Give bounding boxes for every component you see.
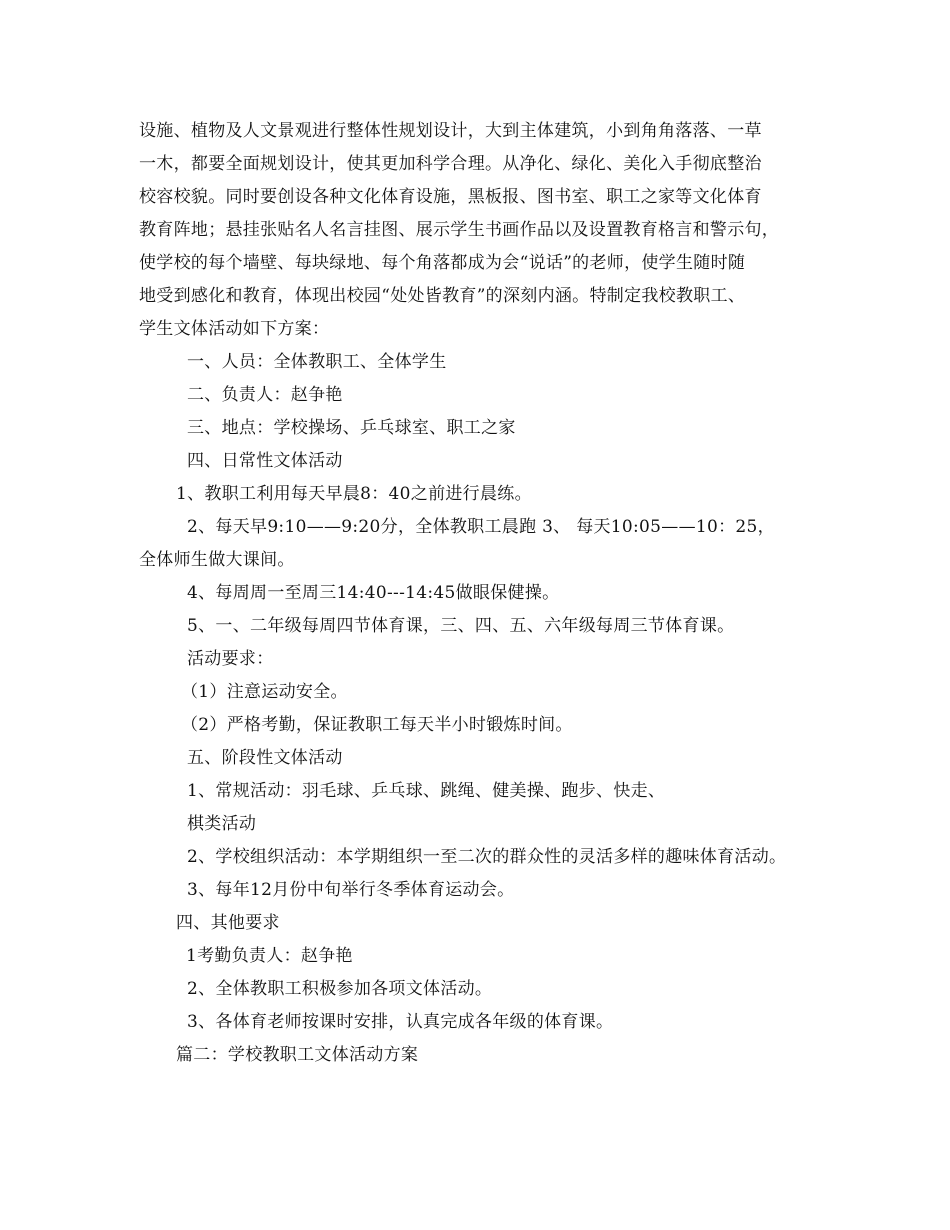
subheading-requirements: 活动要求： — [187, 649, 274, 669]
list-item: 1考勤负责人：赵争艳 — [186, 946, 353, 966]
section-heading-periodic: 五、阶段性文体活动 — [187, 748, 343, 768]
list-item: 3、各体育老师按课时安排，认真完成各年级的体育课。 — [187, 1012, 614, 1032]
list-item: （2）严格考勤，保证教职工每天半小时锻炼时间。 — [181, 715, 573, 735]
list-item: 5、一、二年级每周四节体育课，三、四、五、六年级每周三节体育课。 — [187, 616, 735, 636]
paragraph-line: 学生文体活动如下方案： — [139, 319, 330, 339]
list-item: 2、学校组织活动：本学期组织一至二次的群众性的灵活多样的趣味体育活动。 — [187, 847, 787, 867]
list-item: 1、常规活动：羽毛球、乒乓球、跳绳、健美操、跑步、快走、 — [187, 781, 666, 801]
paragraph-line: 一木，都要全面规划设计，使其更加科学合理。从净化、绿化、美化入手彻底整治 — [139, 154, 762, 174]
section-heading-location: 三、地点：学校操场、乒乓球室、职工之家 — [187, 418, 516, 438]
paragraph-line: 使学校的每个墙壁、每块绿地、每个角落都成为会“说话”的老师，使学生随时随 — [139, 253, 746, 273]
paragraph-line: 地受到感化和教育，体现出校园“处处皆教育”的深刻内涵。特制定我校教职工、 — [139, 286, 746, 306]
section-heading-personnel: 一、人员：全体教职工、全体学生 — [187, 352, 447, 372]
section-heading-leader: 二、负责人：赵争艳 — [187, 385, 343, 405]
paragraph-line: 教育阵地；悬挂张贴名人名言挂图、展示学生书画作品以及设置教育格言和警示句， — [139, 220, 780, 240]
list-item: 2、每天早9:10——9:20分，全体教职工晨跑 3、 每天10:05——10：25， — [187, 517, 775, 537]
section-heading-daily: 四、日常性文体活动 — [187, 451, 343, 471]
list-item: （1）注意运动安全。 — [181, 682, 348, 702]
paragraph-line: 校容校貌。同时要创设各种文化体育设施，黑板报、图书室、职工之家等文化体育 — [139, 187, 762, 207]
list-item: 1、教职工利用每天早晨8：40之前进行晨练。 — [176, 484, 532, 504]
list-item: 2、全体教职工积极参加各项文体活动。 — [187, 979, 493, 999]
paragraph-line: 设施、植物及人文景观进行整体性规划设计，大到主体建筑，小到角角落落、一草 — [139, 121, 762, 141]
chapter-heading: 篇二：学校教职工文体活动方案 — [176, 1045, 419, 1065]
list-item: 3、每年12月份中旬举行冬季体育运动会。 — [187, 880, 515, 900]
section-heading-other: 四、其他要求 — [176, 913, 280, 933]
list-item-continuation: 棋类活动 — [187, 814, 257, 834]
list-item: 4、每周周一至周三14:40---14:45做眼保健操。 — [187, 583, 560, 603]
paragraph-line: 全体师生做大课间。 — [139, 550, 295, 570]
